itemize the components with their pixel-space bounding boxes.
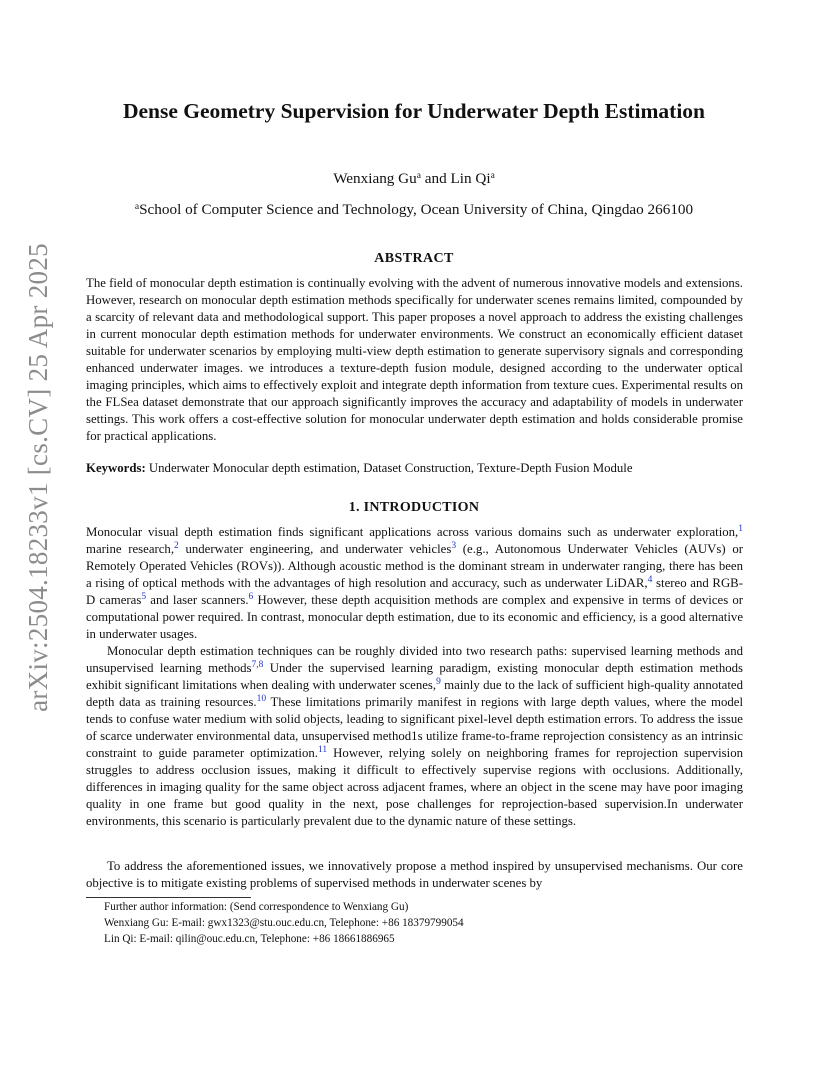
paragraph-text: However, these depth acquisition methods are complex and expensive in terms of devices or computational power required. In contrast, monocular depth estimation, due to its economic and efficiency, is a good alternative in underwater usages. [86, 593, 744, 641]
paragraph-text: Monocular depth estimation techniques can be roughly divided into two research paths: supervised learning methods and unsupervised learning methods [86, 644, 743, 675]
affiliation-mark: a [490, 170, 495, 181]
abstract-heading: ABSTRACT [374, 251, 454, 266]
author-name: Wenxiang Gu [333, 170, 417, 187]
paragraph-text: mainly due to the lack of sufficient high-quality annotated depth data as training resources. [86, 678, 743, 709]
affiliation-text: School of Computer Science and Technology, Ocean University of China, Qingdao 266100 [139, 201, 694, 218]
keywords [86, 461, 743, 476]
citation-link[interactable]: 4 [647, 574, 653, 585]
citation-link[interactable]: 11 [318, 744, 328, 755]
affiliation-mark: a [416, 170, 421, 181]
keywords-text: Underwater Monocular depth estimation, Dataset Construction, Texture-Depth Fusion Module [148, 461, 633, 475]
arxiv-stamp [16, 242, 60, 712]
paragraph-text: (e.g., Autonomous Underwater Vehicles (AUVs) or Remotely Operated Vehicles (ROVs)). Although acoustic method is the dominant stream in underwater ranging, there has been a rising of optical methods with the advantages of high resolution and accuracy, such as underwater LiDAR, [86, 542, 743, 590]
paper-title: Dense Geometry Supervision for Underwater Depth Estimation [122, 99, 706, 123]
affiliation [80, 201, 748, 219]
footnote-author-info: Further author information: (Send correspondence to Wenxiang Gu) [104, 901, 409, 913]
intro-paragraph-3: To address the aforementioned issues, we innovatively propose a method inspired by unsupervised mechanisms. Our core objective is to mitigate existing problems of supervised methods in underwater scenes by [86, 859, 743, 890]
citation-link[interactable]: 7,8 [251, 659, 264, 670]
paragraph-text: stereo and RGB-D cameras [86, 576, 743, 607]
arxiv-id: arXiv:2504.18233v1 [cs.CV] 25 Apr 2025 [22, 242, 53, 712]
footnote-author1-contact: Wenxiang Gu: E-mail: gwx1323@stu.ouc.edu.cn, Telephone: +86 18379799054 [104, 917, 464, 929]
paragraph-text: marine research, [86, 542, 175, 556]
paragraph-text: and laser scanners. [146, 593, 249, 607]
paragraph-text: These limitations primarily manifest in regions with large depth values, where the model tends to confuse water medium with solid objects, leading to significant pixel-level depth estimation errors. To address the issue of scarce underwater environmental data, unsupervised method1s utilize frame-to-frame reprojection consistency as an intrinsic constraint to guide parameter optimization. [86, 695, 743, 760]
keywords-label: Keywords: [86, 461, 146, 475]
citation-link[interactable]: 9 [436, 676, 441, 687]
citation-link[interactable]: 2 [174, 540, 179, 551]
citation-link[interactable]: 10 [256, 693, 267, 704]
paragraph-text: underwater engineering, and underwater vehicles [178, 542, 452, 556]
abstract-text: The field of monocular depth estimation is continually evolving with the advent of numerous innovative models and extensions. However, research on monocular depth estimation methods specifically for underwater scenes remains limited, compounded by a scarcity of relevant data and methodological support. This paper proposes a novel approach to address the existing challenges in current monocular depth estimation methods for underwater environments. We construct an economically efficient dataset suitable for underwater scenarios by employing multi-view depth estimation to generate supervisory signals and corresponding enhanced underwater images. we introduces a texture-depth fusion module, designed according to the underwater optical imaging principles, which aims to effectively exploit and integrate depth information from texture cues. Experimental results on the FLSea dataset demonstrate that our approach significantly improves the accuracy and adaptability of models in underwater settings. This work offers a cost-effective solution for monocular underwater depth estimation and holds considerable promise for practical applications. [86, 276, 743, 443]
intro-paragraph-2 [86, 643, 743, 830]
author-name: Lin Qi [450, 170, 491, 187]
citation-link[interactable]: 5 [141, 591, 147, 602]
citation-link[interactable]: 3 [451, 540, 457, 551]
affiliation-mark: a [134, 201, 140, 212]
paragraph-text: Under the supervised learning paradigm, existing monocular depth estimation methods exhibit significant limitations when dealing with underwater scenes, [86, 661, 743, 692]
section-heading-introduction: 1. INTRODUCTION [348, 500, 480, 515]
citation-link[interactable]: 1 [738, 523, 743, 534]
paragraph-text: However, relying solely on neighboring frames for reprojection supervision struggles to address occlusion issues, making it difficult to effectively supervise regions with occlusions. Additionally, differences in imaging quality for the same object across adjacent frames, where an object in the scene may have poor imaging quality in one frame but good quality in the next, pose challenges for reprojection-based supervision.In underwater environments, this scenario is particularly prevalent due to the dynamic nature of these settings. [86, 746, 743, 828]
citation-link[interactable]: 6 [248, 591, 254, 602]
intro-paragraph-1 [86, 524, 743, 643]
author-conjunction: and [420, 170, 451, 187]
author-line [100, 170, 728, 188]
footnote-rule [86, 897, 251, 898]
footnote-author2-contact: Lin Qi: E-mail: qilin@ouc.edu.cn, Telephone: +86 18661886965 [104, 933, 395, 945]
paragraph-text: Monocular visual depth estimation finds significant applications across various domains such as underwater exploration, [86, 525, 739, 539]
